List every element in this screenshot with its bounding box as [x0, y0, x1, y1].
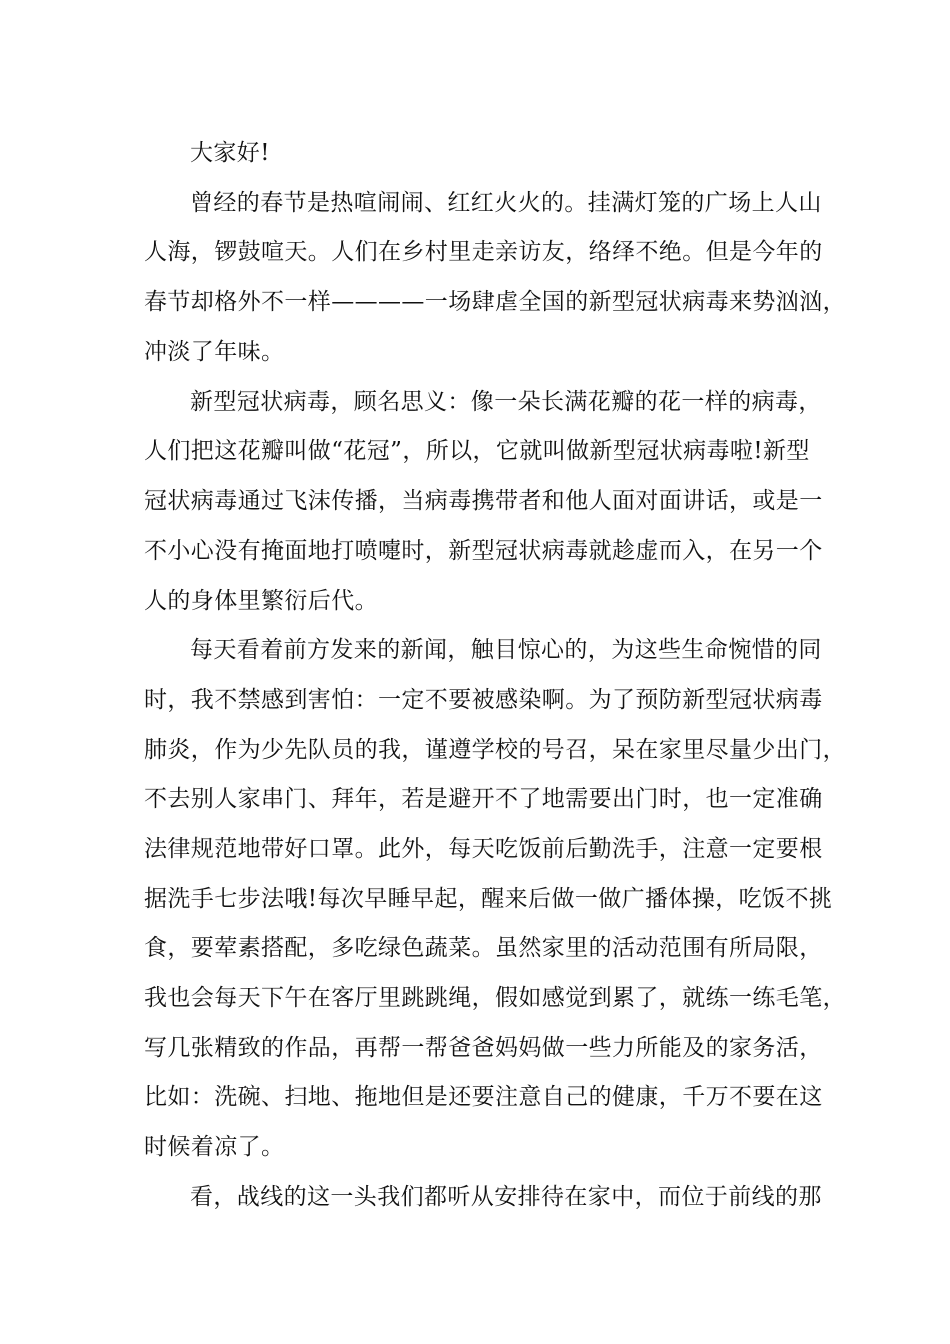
paragraph-2-line-2: 人们把这花瓣叫做“花冠”，所以，它就叫做新型冠状病毒啦!新型 [144, 438, 810, 464]
paragraph-4-line-1: 看，战线的这一头我们都听从安排待在家中，而位于前线的那 [190, 1184, 822, 1210]
paragraph-2-line-1: 新型冠状病毒，顾名思义：像一朵长满花瓣的花一样的病毒， [190, 389, 822, 415]
paragraph-3-line-10: 比如：洗碗、扫地、拖地但是还要注意自己的健康，千万不要在这 [144, 1084, 823, 1110]
paragraph-3-line-9: 写几张精致的作品，再帮一帮爸爸妈妈做一些力所能及的家务活， [144, 1035, 823, 1061]
paragraph-2-line-3: 冠状病毒通过飞沫传播，当病毒携带者和他人面对面讲话，或是一 [144, 488, 823, 514]
paragraph-3-line-6: 据洗手七步法哦!每次早睡早起，醒来后做一做广播体操，吃饭不挑 [144, 886, 833, 912]
paragraph-3-line-4: 不去别人家串门、拜年，若是避开不了地需要出门时，也一定准确 [144, 786, 823, 812]
paragraph-3-line-2: 时，我不禁感到害怕：一定不要被感染啊。为了预防新型冠状病毒 [144, 687, 823, 713]
paragraph-1-line-2: 人海，锣鼓喧天。人们在乡村里走亲访友，络绎不绝。但是今年的 [144, 239, 823, 265]
paragraph-3-line-5: 法律规范地带好口罩。此外，每天吃饭前后勤洗手，注意一定要根 [144, 836, 823, 862]
paragraph-2-line-4: 不小心没有掩面地打喷嚏时，新型冠状病毒就趁虚而入，在另一个 [144, 538, 823, 564]
paragraph-1-line-3: 春节却格外不一样————一场肆虐全国的新型冠状病毒来势汹汹， [144, 289, 846, 315]
paragraph-1-line-4: 冲淡了年味。 [144, 339, 285, 365]
greeting-line: 大家好! [190, 140, 270, 166]
paragraph-3-line-8: 我也会每天下午在客厅里跳跳绳，假如感觉到累了，就练一练毛笔， [144, 985, 846, 1011]
paragraph-3-line-7: 食，要荤素搭配，多吃绿色蔬菜。虽然家里的活动范围有所局限， [144, 935, 823, 961]
paragraph-3-line-1: 每天看着前方发来的新闻，触目惊心的，为这些生命惋惜的同 [190, 637, 822, 663]
paragraph-2-line-5: 人的身体里繁衍后代。 [144, 588, 378, 614]
paragraph-1-line-1: 曾经的春节是热喧闹闹、红红火火的。挂满灯笼的广场上人山 [190, 190, 822, 216]
paragraph-3-line-3: 肺炎，作为少先队员的我，谨遵学校的号召，呆在家里尽量少出门， [144, 737, 846, 763]
paragraph-3-line-11: 时候着凉了。 [144, 1134, 285, 1160]
